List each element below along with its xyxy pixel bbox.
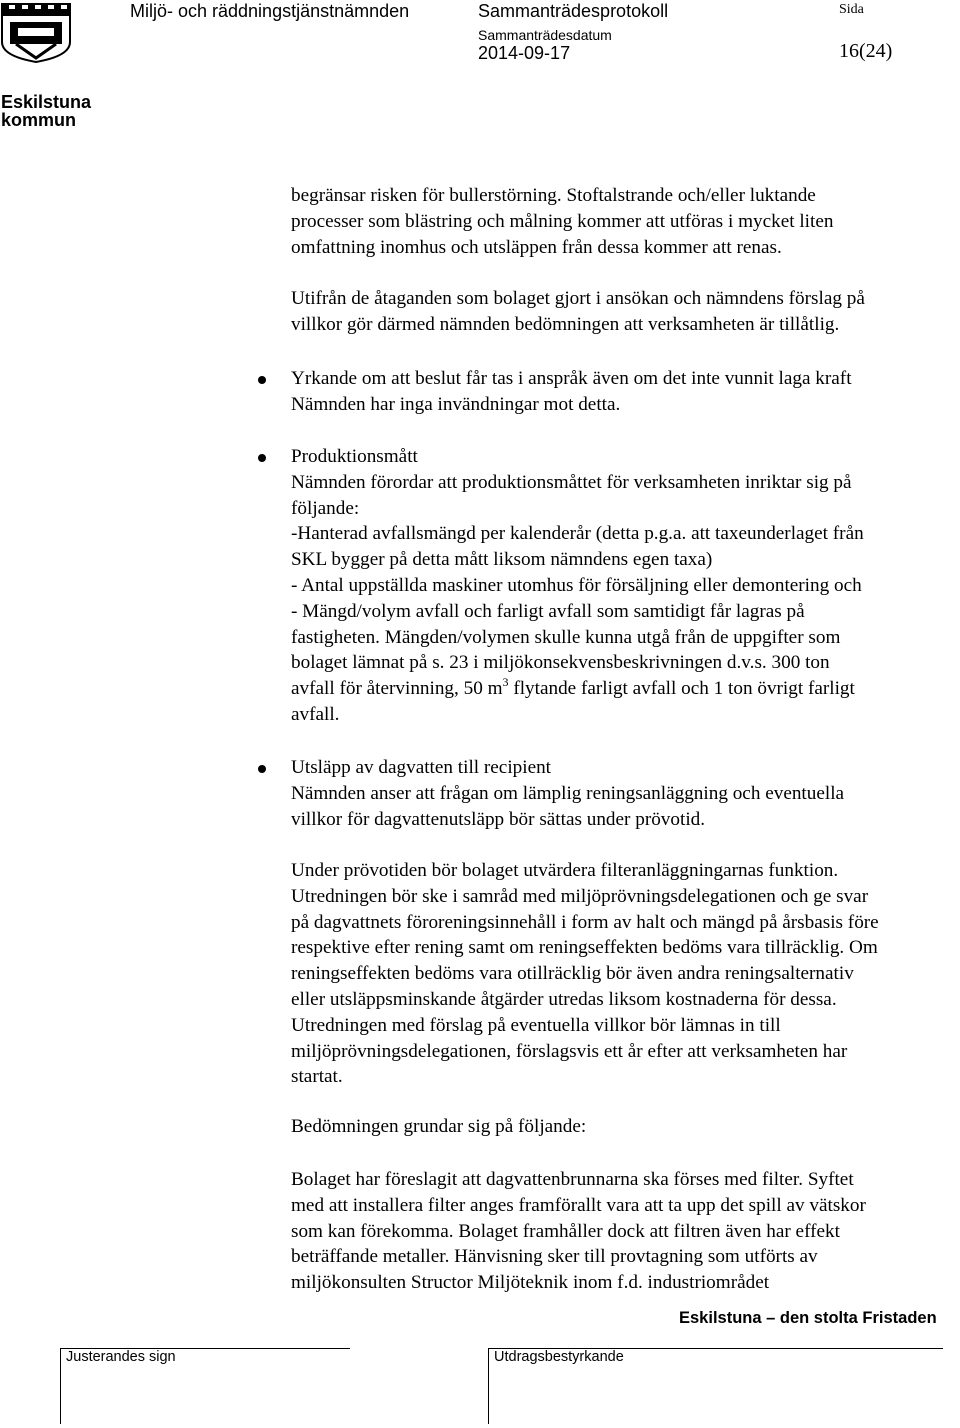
text-line: Under prövotiden bör bolaget utvärdera filteranläggningarnas funktion. xyxy=(291,860,839,881)
paragraph-basis-heading: Bedömningen grundar sig på följande: xyxy=(291,1116,587,1137)
committee-name: Miljö- och räddningstjänstnämnden xyxy=(130,1,410,21)
logo-name-line2: kommun xyxy=(1,110,77,130)
paragraph-filters xyxy=(291,1167,951,1296)
coat-of-arms-icon xyxy=(2,4,70,62)
text-fragment: flytande farligt avfall och 1 ton övrigt farligt xyxy=(508,678,855,700)
text-line: begränsar risken för bullerstörning. Stoftalstrande och/eller luktande xyxy=(291,185,816,206)
text-line: med att installera filter anges framförallt vara att ta upp det spill av vätskor xyxy=(291,1194,866,1216)
text-line: - Mängd/volym avfall och farligt avfall som samtidigt får lagras på xyxy=(291,600,805,622)
text-line: Produktionsmått xyxy=(291,446,418,467)
extract-certification-label: Utdragsbestyrkande xyxy=(494,1349,624,1365)
text-line: avfall. xyxy=(291,703,340,725)
text-line: Utifrån de åtaganden som bolaget gjort i ansökan och nämndens förslag på xyxy=(291,288,865,309)
text-line: -Hanterad avfallsmängd per kalenderår (detta p.g.a. att taxeunderlaget från xyxy=(291,523,864,545)
footer-divider xyxy=(488,1348,489,1424)
text-line: följande: xyxy=(291,497,360,519)
eskilstuna-logo xyxy=(0,0,92,130)
superscript: 3 xyxy=(502,675,509,690)
paragraph-trial-period xyxy=(291,858,951,1090)
bullet-item-stormwater xyxy=(291,755,951,832)
meeting-date: 2014-09-17 xyxy=(478,43,571,63)
text-line: beträffande metaller. Hänvisning sker till provtagning som utförts av xyxy=(291,1246,818,1268)
text-line: villkor för dagvattenutsläpp bör sättas under prövotid. xyxy=(291,808,706,830)
bullet-icon xyxy=(258,454,266,462)
bullet-icon xyxy=(258,765,266,773)
text-line: Yrkande om att beslut får tas i anspråk även om det inte vunnit laga kraft xyxy=(291,368,852,389)
text-line: Utredningen bör ske i samråd med miljöprövningsdelegationen och ge svar xyxy=(291,885,869,907)
page-label: Sida xyxy=(839,2,864,17)
logo-name-line1: Eskilstuna xyxy=(1,92,92,112)
text-line: fastigheten. Mängden/volymen skulle kunna utgå från de uppgifter som xyxy=(291,626,841,648)
text-line: Utsläpp av dagvatten till recipient xyxy=(291,757,552,778)
text-line: Utredningen med förslag på eventuella villkor bör lämnas in till xyxy=(291,1014,781,1036)
text-line: miljökonsulten Structor Miljöteknik inom f.d. industriområdet xyxy=(291,1272,770,1294)
text-line: bolaget lämnat på s. 23 i miljökonsekvensbeskrivningen d.v.s. 300 ton xyxy=(291,652,830,674)
bullet-item-production xyxy=(291,444,951,728)
page-number: 16(24) xyxy=(839,40,893,62)
paragraph-noise-measures xyxy=(291,183,951,260)
text-line: miljöprövningsdelegationen, förslagsvis ett år efter att verksamheten har xyxy=(291,1040,848,1062)
date-label: Sammanträdesdatum xyxy=(478,27,612,43)
text-line: Nämnden anser att frågan om lämplig reningsanläggning och eventuella xyxy=(291,782,845,804)
footer-divider xyxy=(60,1348,61,1424)
text-line: - Antal uppställda maskiner utomhus för försäljning eller demontering och xyxy=(291,574,862,596)
text-line: startat. xyxy=(291,1066,343,1088)
bullet-icon xyxy=(258,376,266,384)
text-line: på dagvattnets föroreningsinnehåll i form av halt och mängd på årsbasis före xyxy=(291,911,879,933)
paragraph-assessment xyxy=(291,286,951,338)
bullet-item-enforcement xyxy=(291,366,951,418)
text-line: Bolaget har föreslagit att dagvattenbrunnarna ska förses med filter. Syftet xyxy=(291,1169,854,1190)
text-fragment: avfall för återvinning, 50 m xyxy=(291,678,503,700)
text-line: Nämnden har inga invändningar mot detta. xyxy=(291,393,621,415)
text-line: eller utsläppsminskande åtgärder utredas liksom kostnaderna för dessa. xyxy=(291,988,837,1010)
text-line: processer som blästring och målning kommer att utföras i mycket liten xyxy=(291,210,834,232)
footer-slogan: Eskilstuna – den stolta Fristaden xyxy=(679,1309,937,1327)
text-line: villkor gör därmed nämnden bedömningen att verksamheten är tillåtlig. xyxy=(291,313,840,335)
signature-field-label: Justerandes sign xyxy=(66,1349,176,1365)
text-line: som kan förekomma. Bolaget framhåller dock att filtren även har effekt xyxy=(291,1220,840,1242)
text-line: Nämnden förordar att produktionsmåttet för verksamheten inriktar sig på xyxy=(291,471,852,493)
text-line: omfattning inomhus och utsläppen från dessa kommer att renas. xyxy=(291,236,782,258)
text-line: reningseffekten bedöms vara otillräcklig bör även andra reningsalternativ xyxy=(291,963,854,985)
document-type: Sammanträdesprotokoll xyxy=(478,1,669,21)
text-line: SKL bygger på detta mått liksom nämndens egen taxa) xyxy=(291,549,713,571)
text-line xyxy=(291,676,951,702)
text-line: respektive efter rening samt om reningseffekten bedöms vara tillräcklig. Om xyxy=(291,937,878,959)
